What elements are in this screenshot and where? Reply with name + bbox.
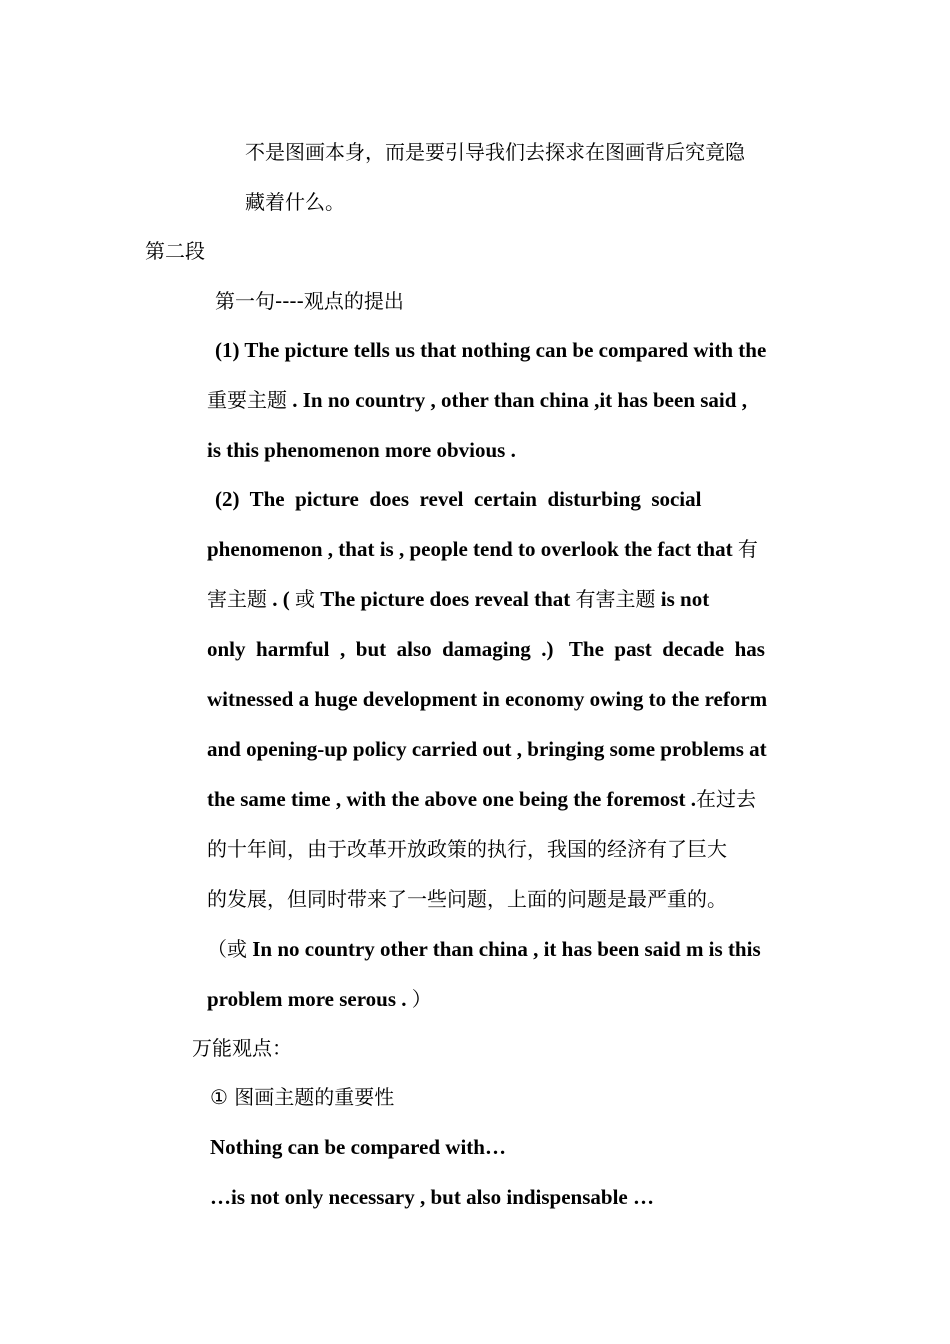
p2-line-7	[207, 784, 756, 814]
section-heading: 第二段	[145, 239, 205, 263]
p2-line-5: witnessed a huge development in economy owing to the reform	[207, 687, 768, 711]
p1-line-2	[207, 385, 747, 415]
p2-line-3	[207, 584, 709, 614]
p2-line-10-cjk: （或	[207, 937, 247, 961]
p2-line-3-a: 害主题	[207, 587, 267, 611]
p2-line-1: (2) The picture does revel certain disturbing social	[215, 487, 702, 511]
p2-line-7-cjk: 在过去	[695, 787, 756, 811]
p2-line-2	[207, 534, 758, 564]
p2-line-9: 的发展，但同时带来了一些问题，上面的问题是最严重的。	[207, 887, 727, 911]
p2-line-10	[207, 934, 761, 964]
universal-heading: 万能观点：	[192, 1036, 292, 1060]
p2-line-11-en: problem more serous .	[207, 987, 412, 1011]
p2-line-8: 的十年间，由于改革开放政策的执行，我国的经济有了巨大	[207, 837, 727, 861]
p2-line-2-en: phenomenon , that is , people tend to overlook the fact that	[207, 537, 733, 561]
universal-item-1-line-1: Nothing can be compared with…	[210, 1135, 506, 1159]
p2-line-4: only harmful , but also damaging .) The past decade has	[207, 637, 765, 661]
p2-line-11	[207, 984, 432, 1014]
p2-line-2-cjk: 有	[737, 537, 758, 561]
p2-line-3-f: is not	[655, 587, 710, 611]
p2-line-3-c: 或	[295, 587, 315, 611]
p1-line-2-cjk: 重要主题	[207, 388, 287, 412]
p1-line-2-en: . In no country , other than china ,it has been said ,	[287, 388, 747, 412]
p2-line-3-e: 有害主题	[575, 587, 656, 611]
p1-line-3: is this phenomenon more obvious .	[207, 438, 516, 462]
p2-line-7-en: the same time , with the above one being the foremost .	[207, 787, 696, 811]
universal-item-1-line-2: …is not only necessary , but also indispensable …	[210, 1185, 654, 1209]
intro-line-2: 藏着什么。	[245, 190, 345, 214]
universal-item-1-label: ① 图画主题的重要性	[210, 1085, 395, 1109]
p1-line-1: (1) The picture tells us that nothing can be compared with the	[215, 338, 767, 362]
p2-line-3-b: . (	[267, 587, 295, 611]
p2-line-3-d: The picture does reveal that	[315, 587, 576, 611]
p2-line-6: and opening-up policy carried out , bringing some problems at	[207, 737, 767, 761]
p2-line-11-cjk: ）	[411, 987, 432, 1011]
intro-line-1: 不是图画本身，而是要引导我们去探求在图画背后究竟隐	[245, 140, 745, 164]
p2-line-10-en: In no country other than china , it has been said m is this	[247, 937, 761, 961]
sentence-heading: 第一句----观点的提出	[215, 289, 404, 313]
